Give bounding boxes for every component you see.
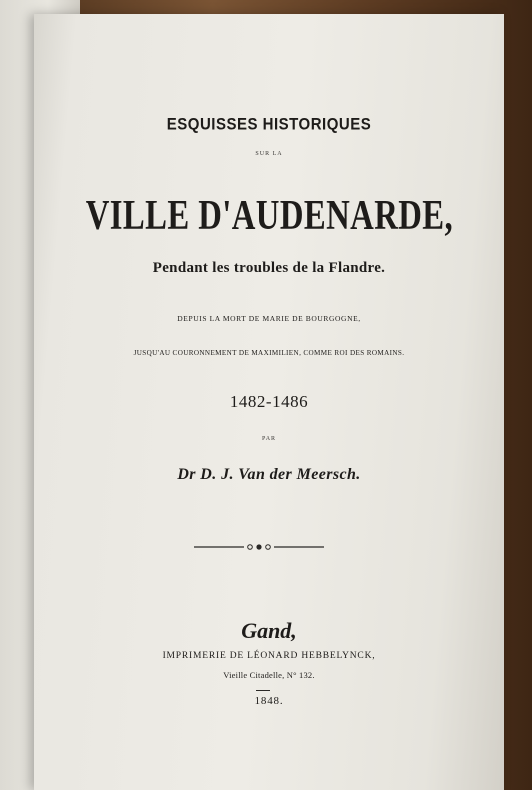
short-rule <box>256 690 270 691</box>
heading-sur-la: SUR LA <box>255 151 283 157</box>
printer-address: Vieille Citadelle, N° 132. <box>223 670 315 680</box>
ornament-divider <box>194 543 324 551</box>
by-label: PAR <box>261 436 277 442</box>
period-start-line: DEPUIS LA MORT DE MARIE DE BOURGOGNE, <box>177 314 361 323</box>
years-range: 1482-1486 <box>229 392 309 411</box>
city-name: Gand, <box>241 618 297 643</box>
publication-year: 1848. <box>254 695 284 707</box>
main-title: VILLE D'AUDENARDE, <box>85 193 454 239</box>
title-page <box>34 14 504 790</box>
heading-esquisses: ESQUISSES HISTORIQUES <box>166 115 372 134</box>
subtitle: Pendant les troubles de la Flandre. <box>152 260 386 276</box>
period-end-line: JUSQU'AU COURONNEMENT DE MAXIMILIEN, COMME ROI DES ROMAINS. <box>133 348 405 357</box>
author-name: Dr D. J. Van der Meersch. <box>177 466 361 483</box>
printer-name: IMPRIMERIE DE LÉONARD HEBBELYNCK, <box>162 651 376 661</box>
